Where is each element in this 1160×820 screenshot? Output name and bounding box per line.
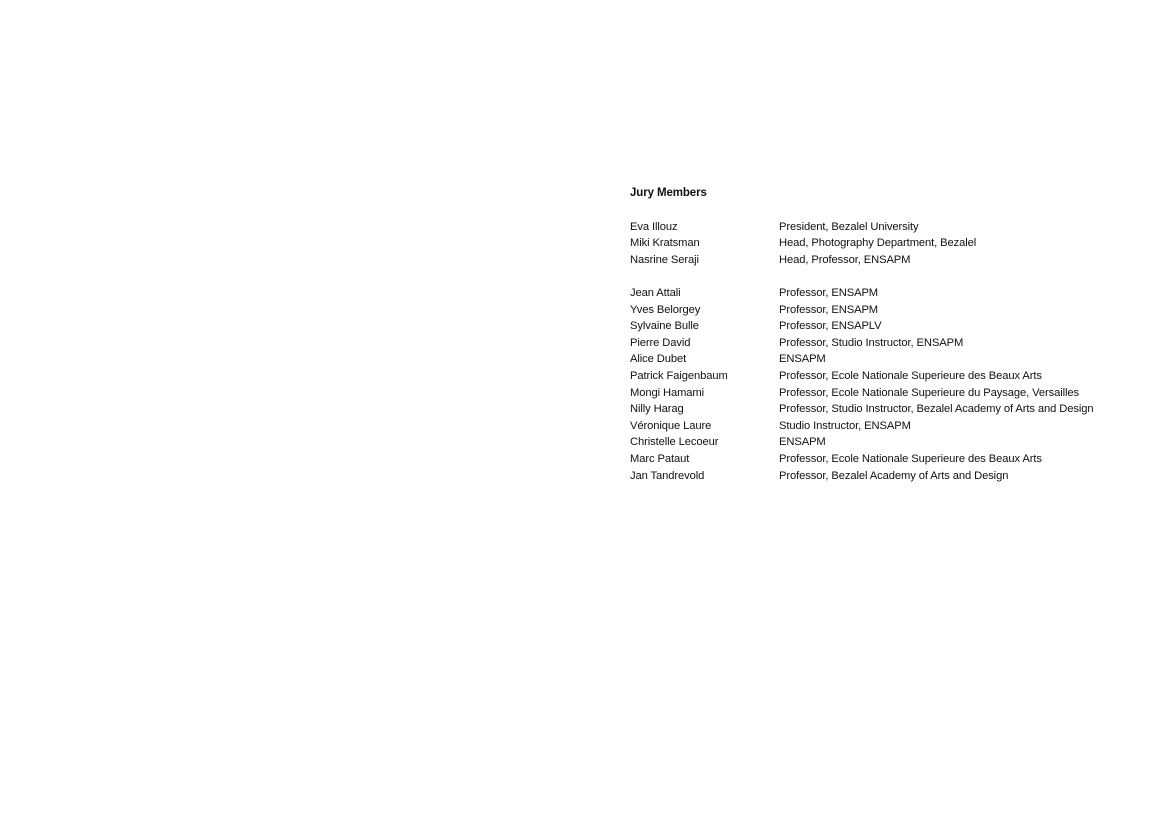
jury-group-leadership [630, 219, 1130, 269]
member-role: Professor, Studio Instructor, ENSAPM [779, 336, 964, 349]
member-name: Véronique Laure [630, 419, 712, 432]
jury-member-row [630, 401, 1130, 418]
member-role: Professor, ENSAPLV [779, 320, 882, 333]
jury-group-members [630, 285, 1130, 484]
jury-member-row [630, 468, 1130, 485]
jury-member-row [630, 368, 1130, 385]
member-role: President, Bezalel University [779, 220, 919, 233]
member-name: Jan Tandrevold [630, 469, 705, 482]
member-role: Head, Professor, ENSAPM [779, 253, 911, 266]
jury-member-row [630, 235, 1130, 252]
member-name: Jean Attali [630, 286, 681, 299]
member-name: Yves Belorgey [630, 303, 701, 316]
member-role: Professor, ENSAPM [779, 303, 879, 316]
jury-member-row [630, 335, 1130, 352]
member-name: Mongi Hamami [630, 386, 705, 399]
member-role: Professor, Bezalel Academy of Arts and Design [779, 469, 1009, 482]
member-role: Studio Instructor, ENSAPM [779, 419, 911, 432]
member-name: Miki Kratsman [630, 237, 700, 250]
member-name: Nilly Harag [630, 403, 684, 416]
jury-member-row [630, 434, 1130, 451]
jury-member-row [630, 318, 1130, 335]
member-name: Marc Pataut [630, 452, 690, 465]
jury-member-row [630, 302, 1130, 319]
jury-member-row [630, 351, 1130, 368]
jury-member-row [630, 285, 1130, 302]
jury-member-row [630, 219, 1130, 236]
member-role: ENSAPM [779, 353, 826, 366]
jury-member-row [630, 418, 1130, 435]
member-name: Sylvaine Bulle [630, 320, 699, 333]
member-role: Professor, Ecole Nationale Superieure des Beaux Arts [779, 452, 1042, 465]
member-name: Nasrine Seraji [630, 253, 699, 266]
member-role: Professor, Ecole Nationale Superieure des Beaux Arts [779, 369, 1042, 382]
member-name: Patrick Faigenbaum [630, 369, 728, 382]
jury-member-row [630, 385, 1130, 402]
member-name: Alice Dubet [630, 353, 687, 366]
member-role: Professor, Studio Instructor, Bezalel Academy of Arts and Design [779, 403, 1094, 416]
jury-member-row [630, 451, 1130, 468]
section-title: Jury Members [630, 187, 707, 199]
member-role: Head, Photography Department, Bezalel [779, 237, 977, 250]
member-role: Professor, Ecole Nationale Superieure du Paysage, Versailles [779, 386, 1079, 399]
member-role: ENSAPM [779, 436, 826, 449]
member-name: Eva Illouz [630, 220, 678, 233]
member-role: Professor, ENSAPM [779, 286, 879, 299]
member-name: Christelle Lecoeur [630, 436, 719, 449]
jury-member-row [630, 252, 1130, 269]
jury-members-section [630, 185, 1130, 501]
member-name: Pierre David [630, 336, 691, 349]
